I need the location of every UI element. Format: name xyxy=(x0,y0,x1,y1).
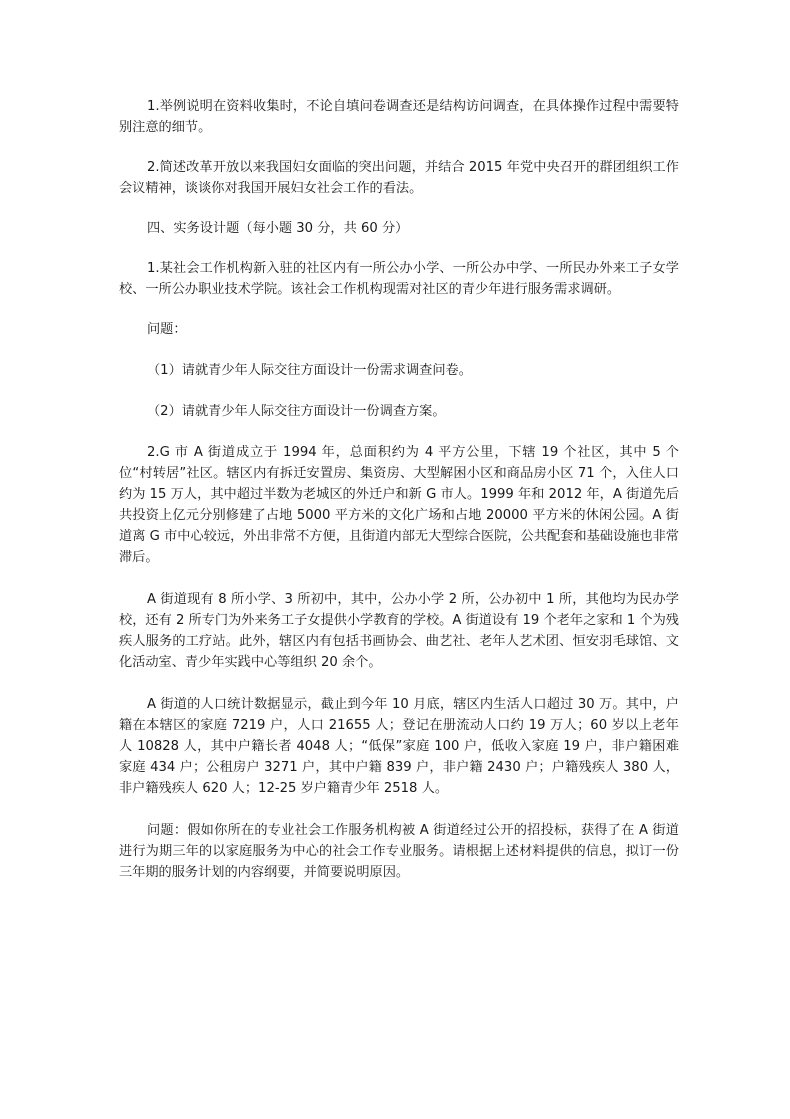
question-label: 问题： xyxy=(147,322,187,337)
document-page xyxy=(119,96,679,883)
essay-question-2: 2.简述改革开放以来我国妇女面临的突出问题，并结合 2015 年党中央召开的群团组织工作会议精神，谈谈你对我国开展妇女社会工作的看法。 xyxy=(119,160,679,196)
sub-question-1: （1）请就青少年人际交往方面设计一份需求调查问卷。 xyxy=(147,363,472,378)
case-paragraph-3: A 街道的人口统计数据显示，截止到今年 10 月底，辖区内生活人口超过 30 万。其中，户籍在本辖区的家庭 7219 户，人口 21655 人；登记在册流动人口约 19 万人；60 岁以上老年人 10828 人，其中户籍长者 4048 人；“低保”家庭 100 户，低收入家庭 19 户，非户籍困难家庭 434 户；公租房户 3271 户，其中户籍 839 户，非户籍 2430 户；户籍残疾人 380 人，非户籍残疾人 620 人；12-25 岁户籍青少年 2518 人。 xyxy=(119,697,679,796)
case-paragraph-2: A 街道现有 8 所小学、3 所初中，其中，公办小学 2 所，公办初中 1 所，其他均为民办学校，还有 2 所专门为外来务工子女提供小学教育的学校。A 街道设有 19 个老年之家和 1 个为残疾人服务的工疗站。此外，辖区内有包括书画协会、曲艺社、老年人艺术团、恒安羽毛球馆、文化活动室、青少年实践中心等组织 20 余个。 xyxy=(119,592,679,670)
final-question: 问题：假如你所在的专业社会工作服务机构被 A 街道经过公开的招投标，获得了在 A 街道进行为期三年的以家庭服务为中心的社会工作专业服务。请根据上述材料提供的信息，拟订一份三年期的服务计划的内容纲要，并简要说明原因。 xyxy=(119,823,679,880)
essay-question-1: 1.举例说明在资料收集时，不论自填问卷调查还是结构访问调查，在具体操作过程中需要特别注意的细节。 xyxy=(119,99,679,135)
sub-question-2: （2）请就青少年人际交往方面设计一份调查方案。 xyxy=(147,404,446,419)
practice-question-1: 1.某社会工作机构新入驻的社区内有一所公办小学、一所公办中学、一所民办外来工子女学校、一所公办职业技术学院。该社会工作机构现需对社区的青少年进行服务需求调研。 xyxy=(119,261,679,297)
section-heading: 四、实务设计题（每小题 30 分，共 60 分） xyxy=(147,221,409,236)
case-paragraph-1: 2.G 市 A 街道成立于 1994 年，总面积约为 4 平方公里，下辖 19 个社区，其中 5 个位“村转居”社区。辖区内有拆迁安置房、集资房、大型解困小区和商品房小区 71 个，入住人口约为 15 万人，其中超过半数为老城区的外迁户和新 G 市人。1999 年和 2012 年，A 街道先后共投资上亿元分别修建了占地 5000 平方米的文化广场和占地 20000 平方米的休闲公园。A 街道离 G 市中心较远，外出非常不方便，且街道内部无大型综合医院，公共配套和基础设施也非常滞后。 xyxy=(119,445,679,565)
